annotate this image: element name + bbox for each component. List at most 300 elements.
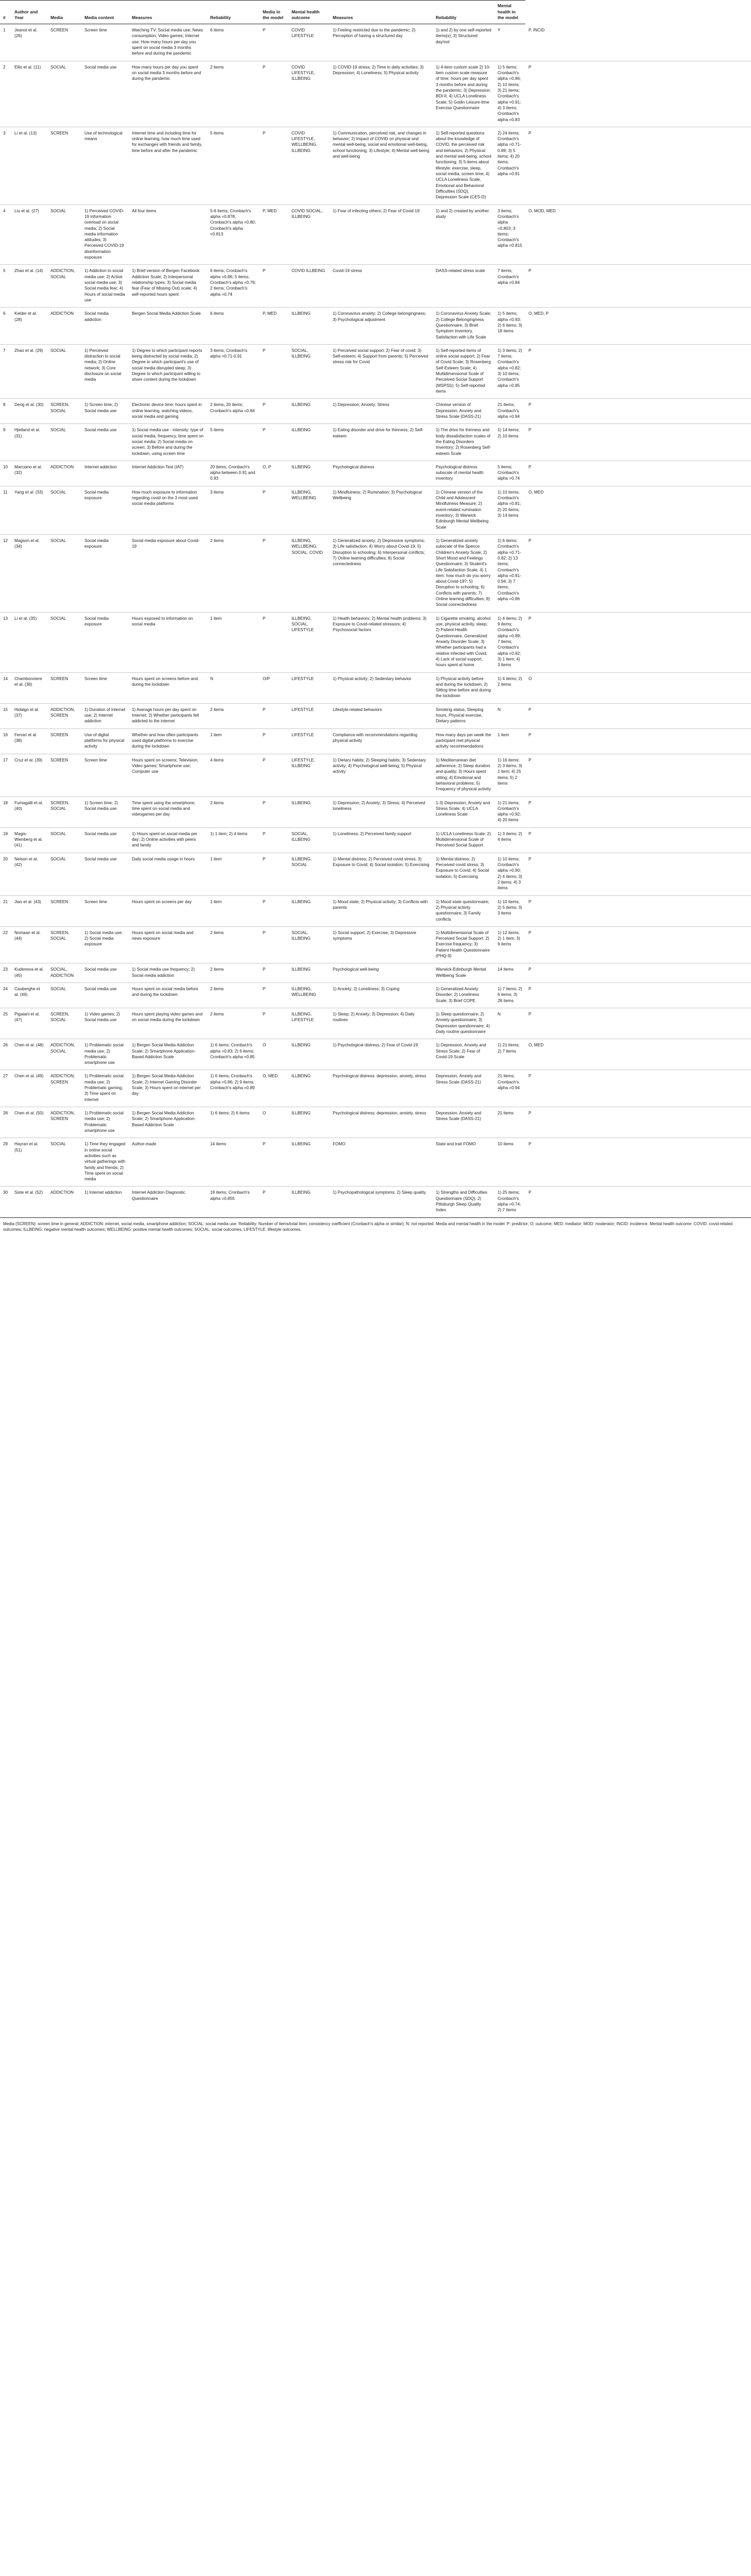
table-cell: P — [525, 728, 751, 754]
table-cell: Zhao et al. (29) — [11, 344, 47, 399]
table-cell: 5 — [0, 265, 11, 308]
table-cell: 1) 10 items; 2) 5 items; 3) 3 items — [494, 895, 525, 926]
table-cell: Author-made — [129, 1138, 207, 1187]
table-cell: State and trait FOMO — [433, 1138, 494, 1187]
table-row — [0, 1107, 751, 1138]
table-cell: Use of digital platforms for physical activity — [81, 728, 129, 754]
table-cell: COVID LIFESTYLE, WELLBEING, ILLBEING — [288, 127, 330, 205]
table-cell: 1) Bergen Social Media Addiction Scale; 2) Internet Gaming Disorder Scale; 3) Hours spent on internet per day — [129, 1070, 207, 1107]
table-cell: Hours exposed to information on social media — [129, 612, 207, 672]
table-row — [0, 895, 751, 926]
table-cell: 1) Dietary habits; 2) Sleeping habits; 3) Sedentary activity; 4) Psychological well-being; 5) Physical activity — [330, 754, 433, 796]
table-cell: Pigaiani et al. (47) — [11, 1008, 47, 1039]
table-cell: P — [260, 61, 288, 127]
table-cell: SOCIAL — [47, 534, 81, 612]
table-cell: Siste et al. (52) — [11, 1187, 47, 1217]
table-cell: Psychological distress; depression, anxiety, stress — [330, 1107, 433, 1138]
table-cell: O, MOD, MED — [525, 205, 751, 265]
table-cell: Nelson et al. (42) — [11, 853, 47, 895]
table-cell: ILLBEING — [288, 1138, 330, 1187]
table-cell: 1) Fear of infecting others; 2) Fear of Covid-19 — [330, 205, 433, 265]
table-cell: Li et al. (13) — [11, 127, 47, 205]
table-cell: 2 items; 20 items; Cronbach's alpha =0.84 — [207, 399, 260, 424]
table-cell: 26 — [0, 1039, 11, 1070]
table-cell: ILLBEING, SOCIAL, LIFESTYLE — [288, 612, 330, 672]
table-cell: 14 items — [494, 963, 525, 983]
table-cell: 17 — [0, 754, 11, 796]
column-header: Reliability — [207, 1, 260, 24]
table-cell: Social media exposure about Covid-19 — [129, 534, 207, 612]
table-cell: Internet Addiction Diagnostic Questionnaire — [129, 1187, 207, 1217]
table-cell: Kelder et al. (28) — [11, 308, 47, 345]
table-cell: 1) Mental distress; 2) Perceived covid stress; 3) Exposure to Covid; 4) Social isolation; 5) Exercising — [330, 853, 433, 895]
table-cell: Hours spent playing video games and on social media during the lockdown — [129, 1008, 207, 1039]
table-cell: Hjetland et al. (31) — [11, 424, 47, 461]
table-cell: 1) 4-item custom scale 2) 10-item custom scale measure of time: hours per day spent 3 months before and during the pandemic; 3) Depression: BDI-II; 4) UCLA Loneliness Scale; 5) Godin Leisure-time Exercise Questionnaire — [433, 61, 494, 127]
table-row — [0, 308, 751, 345]
table-cell: 1 item — [207, 728, 260, 754]
table-cell: Ellis et al. (11) — [11, 61, 47, 127]
table-cell: LIFESTYLE, ILLBEING — [288, 754, 330, 796]
table-cell: Depression, Anxiety and Stress Scale (DASS-21) — [433, 1070, 494, 1107]
table-cell: ILLBEING — [288, 1070, 330, 1107]
table-cell: How many hours per day you spent on social media 3 months before and during the pandemic — [129, 61, 207, 127]
table-cell: 1) Problematic social media use; 2) Problematic gaming; 3) Time spent on internet — [81, 1070, 129, 1107]
table-cell: 1) 5 items; alpha =0.93; 2) 6 items; 3) 18 items — [494, 308, 525, 345]
table-cell: P — [260, 1008, 288, 1039]
table-body — [0, 24, 751, 1218]
table-cell: SOCIAL — [47, 827, 81, 853]
table-cell: 14 — [0, 672, 11, 703]
table-cell: 2 items — [207, 534, 260, 612]
table-cell: Depression, Anxiety and Stress Scale (DASS-21) — [433, 1107, 494, 1138]
table-cell: 1) 25 items; Cronbach's alpha =0.74; 2) 7 items — [494, 1187, 525, 1217]
table-cell: Social media use — [81, 61, 129, 127]
table-cell: SOCIAL — [47, 983, 81, 1008]
table-cell: P — [260, 703, 288, 728]
table-cell: COVID LIFESTYLE — [288, 24, 330, 61]
table-cell: P — [525, 534, 751, 612]
table-cell: Chinese version of Depression, Anxiety and Stress Scale (DASS-21) — [433, 399, 494, 424]
table-cell: O, P — [260, 461, 288, 486]
table-cell: 1) 21 items; Cronbach's alpha =0.92; 4) 20 items — [494, 796, 525, 827]
table-cell: 1) Screen time; 2) Social media use — [81, 796, 129, 827]
table-cell: COVID SOCIAL, ILLBEING — [288, 205, 330, 265]
table-cell: Psychological distress subscale of mental health inventory — [433, 461, 494, 486]
table-cell: P — [525, 827, 751, 853]
table-cell: P — [260, 983, 288, 1008]
table-cell: ILLBEING — [288, 796, 330, 827]
table-cell: P — [260, 827, 288, 853]
column-header: Author and Year — [11, 1, 47, 24]
table-cell: 1) Sleep questionnaire; 2) Anxiety questionnaire; 3) Depression questionnaire; 4) Daily routine questionnaire — [433, 1008, 494, 1039]
table-cell: Covid-19 stress — [330, 265, 433, 308]
table-cell: O — [260, 1107, 288, 1138]
table-cell: 1) Depression; 2) Anxiety; 3) Stress; 4) Perceived loneliness — [330, 796, 433, 827]
table-cell: SOCIAL — [47, 424, 81, 461]
table-cell: 1) Screen time; 2) Social media use — [81, 399, 129, 424]
table-cell: 1) 6 items; Cronbach's alpha =0.71-0.82; 2) 13 items; Cronbach's alpha =0.91-0.94; 3) 7 items; Cronbach's alpha =0.86 — [494, 534, 525, 612]
table-row — [0, 61, 751, 127]
table-cell: 1 item — [207, 853, 260, 895]
table-cell: 1) Physical activity before and during the lockdown; 2) Sitting time before and during the lockdown — [433, 672, 494, 703]
table-cell: 1) Social media use - intensity: type of social media, frequency, time spent on social media; 2) Social media on screen; 3) Before and during the lockdown, using screen time — [129, 424, 207, 461]
table-cell: ILLBEING, WELLBEING — [288, 983, 330, 1008]
table-cell: 1) and 2) by one self-reported items(s); 3) Structured day/not — [433, 24, 494, 61]
table-cell: Social media use — [81, 424, 129, 461]
table-cell: SOCIAL — [47, 612, 81, 672]
table-cell: ILLBEING — [288, 1187, 330, 1217]
table-cell: 2 items — [207, 926, 260, 963]
table-cell: 1) Anxiety; 2) Loneliness; 3) Coping — [330, 983, 433, 1008]
table-cell: Smoking status, Sleeping hours, Physical exercise, Dietary patterns — [433, 703, 494, 728]
table-cell: P — [525, 1070, 751, 1107]
review-table — [0, 0, 751, 1218]
table-cell: 5 items — [207, 127, 260, 205]
table-cell: 1) Loneliness; 2) Perceived family support — [330, 827, 433, 853]
table-cell: 1) Problematic social media use; 2) Problematic smartphone use — [81, 1107, 129, 1138]
table-cell: 6 items; Cronbach's alpha =0.86; 5 items; Cronbach's alpha =0.79; 2 items; Cronbach's alpha =0.74 — [207, 265, 260, 308]
table-cell: 1) Generalized anxiety subscale of the Spence Children's Anxiety Scale; 2) Short Mood and Feelings Questionnaire; 3) Student's Life Satisfaction Scale; 4) 1 item: how much do you worry about Covid-19?; 5) Disruption to schooling; 6) Conflicts with parents; 7) Online learning difficulties; 8) Social connectedness — [433, 534, 494, 612]
table-cell: 1) 6 items; Cronbach's alpha =0.83; 2) 6 items; Cronbach's alpha =0.85 — [207, 1039, 260, 1070]
table-cell: 1) Feeling restricted due to the pandemic; 2) Perception of having a structured day — [330, 24, 433, 61]
table-cell: Magson et al. (34) — [11, 534, 47, 612]
table-row — [0, 424, 751, 461]
table-cell: N — [494, 1008, 525, 1039]
table-row — [0, 612, 751, 672]
table-cell: 5 items; Cronbach's alpha =0.74 — [494, 461, 525, 486]
table-cell: COVID LIFESTYLE, ILLBEING — [288, 61, 330, 127]
table-cell: P — [525, 853, 751, 895]
table-row — [0, 983, 751, 1008]
table-cell: 1) Social support; 2) Exercise; 3) Depressive symptoms — [330, 926, 433, 963]
table-cell: P, MED — [260, 308, 288, 345]
table-cell: Marciano et al. (32) — [11, 461, 47, 486]
table-row — [0, 24, 751, 61]
table-cell: P — [260, 1138, 288, 1187]
table-cell: O, MED, P — [525, 308, 751, 345]
table-row — [0, 486, 751, 534]
table-row — [0, 461, 751, 486]
table-row — [0, 926, 751, 963]
table-cell: 2 items — [207, 703, 260, 728]
header-row — [0, 1, 751, 24]
table-cell: P — [260, 399, 288, 424]
table-cell: 1) Brief version of Bergen Facebook Addiction Scale; 2) Interpersonal relationship types; 3) Social media fear (Fear of Missing Out) scale; 4) self-reported hours spent — [129, 265, 207, 308]
table-cell: ILLBEING, WELLBEING — [288, 486, 330, 534]
table-cell: Zhao et al. (14) — [11, 265, 47, 308]
table-cell: 1) Hours spent on social media per day; 2) Online activities with peers and family — [129, 827, 207, 853]
table-cell: ADDICTION, SCREEN — [47, 1070, 81, 1107]
table-header — [0, 1, 751, 24]
table-cell: P, MED — [260, 205, 288, 265]
table-cell: 21 items; Cronbach's alpha =0.94 — [494, 399, 525, 424]
table-cell: P — [525, 265, 751, 308]
table-cell: Deng et al. (30) — [11, 399, 47, 424]
table-cell: ILLBEING, WELLBEING, SOCIAL, COVID — [288, 534, 330, 612]
table-cell: P — [260, 534, 288, 612]
table-cell: FOMO — [330, 1138, 433, 1187]
table-cell: Lifestyle-related behaviors — [330, 703, 433, 728]
table-cell: 1) Mood state questionnaire; 2) Physical activity questionnaire; 3) Family conflicts — [433, 895, 494, 926]
table-cell: 1) Degree to which participant reports being distracted by social media; 2) Degree to which participant's use of social media disrupted sleep; 3) Degree to which participant willing to share content during the lockdown — [129, 344, 207, 399]
table-cell: 1) 7 items; 2) 6 items; 3) 28 items — [494, 983, 525, 1008]
table-cell: Y — [494, 24, 525, 61]
table-cell: Screen time — [81, 754, 129, 796]
table-cell: 27 — [0, 1070, 11, 1107]
table-cell: 1) 1 item; 2) 4 items — [207, 827, 260, 853]
table-cell: ADDICTION, SOCIAL — [47, 265, 81, 308]
table-cell: 1) 12 items; 2) 1 item; 3) 9 items — [494, 926, 525, 963]
table-cell: 1) UCLA Loneliness Scale; 2) Multidimensional Scale of Perceived Social Support — [433, 827, 494, 853]
table-cell: 1) 10 items; Cronbach's alpha =0.90; 2) 4 items; 3) 2 items; 4) 3 items — [494, 853, 525, 895]
table-cell: 1) Mental distress; 2) Perceived covid stress; 3) Exposure to Covid; 4) Social isolation; 5) Exercising — [433, 853, 494, 895]
table-cell: 30 — [0, 1187, 11, 1217]
table-cell: P — [260, 265, 288, 308]
table-cell: 1) Perceived social support; 2) Fear of covid; 3) Self-esteem; 4) Support from parents; 5) Perceived stress risk for Covid — [330, 344, 433, 399]
table-cell: LIFESTYLE — [288, 703, 330, 728]
table-cell: 1) Self-reported questions about the knowledge of COVID, the perceived risk and behaviors; 2) Physical and mental well-being, school functioning; 3) 5-items about lifestyle: exercise, sleep, social media, screen time; 4) UCLA Loneliness Scale, Emotional and Behavioral Difficulties (SDQ), Depression Scale (CES-D) — [433, 127, 494, 205]
table-cell: 1) 10 items; Cronbach's alpha =0.81; 2) 20 items; 3) 14 items — [494, 486, 525, 534]
table-cell: P — [260, 963, 288, 983]
table-cell: Social media use — [81, 963, 129, 983]
table-cell: 1) Duration of internet use; 2) Internet addiction — [81, 703, 129, 728]
table-cell: 1) Communication, perceived risk, and changes in behavior; 2) Impact of COVID on physical and mental well-being, social and emotional well-being, school functioning; 3) Lifestyle; 4) Mental well-being and well-being — [330, 127, 433, 205]
table-cell: Jeanot et al. (26) — [11, 24, 47, 61]
table-cell: 1) Psychological distress; 2) Fear of Covid-19 — [330, 1039, 433, 1070]
table-cell: 1 — [0, 24, 11, 61]
table-row — [0, 1039, 751, 1070]
table-cell: 1) Problematic social media use; 2) Problematic smartphone use — [81, 1039, 129, 1070]
table-cell: Social media exposure — [81, 612, 129, 672]
table-cell: 14 items — [207, 1138, 260, 1187]
table-cell: 1) and 2) created by another study — [433, 205, 494, 265]
table-cell: Hours spent on screens per day — [129, 895, 207, 926]
table-cell: O, MED — [260, 1070, 288, 1107]
table-cell: ADDICTION — [47, 1187, 81, 1217]
table-row — [0, 796, 751, 827]
table-cell: 1) COVID-19 stress; 2) Time in daily activities; 3) Depression; 4) Loneliness; 5) Physical activity — [330, 61, 433, 127]
table-cell: 1) Psychopathological symptoms; 2) Sleep quality — [330, 1187, 433, 1217]
table-cell: Internet addiction — [81, 461, 129, 486]
column-header: Media content — [81, 1, 129, 24]
table-cell: Hours spent on screens before and during the lockdown — [129, 672, 207, 703]
table-cell: P — [260, 424, 288, 461]
table-cell: 6 items — [207, 308, 260, 345]
table-cell: 1) Sleep; 2) Anxiety; 3) Depression; 4) Daily routines — [330, 1008, 433, 1039]
table-cell: 2 items — [207, 963, 260, 983]
table-cell: 24 — [0, 983, 11, 1008]
table-cell: SOCIAL — [47, 1138, 81, 1187]
table-cell: How much exposure to information regarding covid on the 3 most used social media platforms — [129, 486, 207, 534]
table-cell: 19 — [0, 827, 11, 853]
table-cell: 1) Chinese version of the Child and Adolescent Mindfulness Measure; 2) event-related rumination inventory; 3) Warwick Edinburgh Mental Wellbeing Scale — [433, 486, 494, 534]
table-cell: P — [260, 895, 288, 926]
table-cell: P — [260, 1187, 288, 1217]
table-cell: 20 — [0, 853, 11, 895]
table-cell: SOCIAL — [47, 205, 81, 265]
table-cell: 1) Mediterranean diet adherence; 2) Sleep duration and quality; 3) Hours spent sitting; 4) Emotional and behavioral problems; 5) Frequency of physical activity — [433, 754, 494, 796]
table-cell: ADDICTION, SCREEN — [47, 1107, 81, 1138]
table-cell: Compliance with recommendations regarding physical activity — [330, 728, 433, 754]
table-cell: SCREEN — [47, 24, 81, 61]
table-cell: 1) 6 items; 2) 6 items — [207, 1107, 260, 1138]
table-cell: 1) Depression; Anxiety; Stress — [330, 399, 433, 424]
table-cell: SOCIAL, ADDICTION — [47, 963, 81, 983]
table-cell: Psychological distress — [330, 461, 433, 486]
table-cell: Bergen Social Media Addiction Scale — [129, 308, 207, 345]
table-cell: Watching TV; Social media use; News consumption; Video games; Internet use: How many hours per day you spent on social media 3 months before and during the pandemic — [129, 24, 207, 61]
table-cell: SOCIAL, ILLBEING — [288, 344, 330, 399]
table-row — [0, 1008, 751, 1039]
table-cell: 1) 3 items; 2) 7 items; Cronbach's alpha =0.82; 3) 10 items; Cronbach's alpha =0.85 — [494, 344, 525, 399]
table-cell: P — [525, 703, 751, 728]
table-cell: 1) Depression, Anxiety and Stress Scale; 2) Fear of Covid-19 Scale — [433, 1039, 494, 1070]
table-cell: P — [260, 926, 288, 963]
column-header: Measures — [330, 1, 433, 24]
table-cell: 2 items — [207, 61, 260, 127]
table-cell: 1) The drive for thinness and body dissatisfaction scales of the Eating Disorders Inventory; 2) Rosenberg Self-esteem Scale — [433, 424, 494, 461]
table-cell: Daily social media usage in hours — [129, 853, 207, 895]
table-cell: 1) Mindfulness; 2) Rumination; 3) Psychological Wellbeing — [330, 486, 433, 534]
column-header: # — [0, 1, 11, 24]
table-cell: Screen time — [81, 24, 129, 61]
table-cell: P — [260, 127, 288, 205]
table-cell: 10 — [0, 461, 11, 486]
table-cell: 21 items; Cronbach's alpha =0.94 — [494, 1070, 525, 1107]
table-row — [0, 703, 751, 728]
table-cell: SCREEN — [47, 127, 81, 205]
table-cell: Kudenova et al. (45) — [11, 963, 47, 983]
table-cell: P — [525, 754, 751, 796]
table-cell: ILLBEING — [288, 963, 330, 983]
table-cell: 1 item — [207, 895, 260, 926]
table-cell: P — [260, 24, 288, 61]
table-cell: 20 items; Cronbach's alpha between 0.91 and 0.93 — [207, 461, 260, 486]
table-cell: Social media use — [81, 853, 129, 895]
table-cell: 11 — [0, 486, 11, 534]
table-cell: P — [260, 612, 288, 672]
table-cell: 1) Health behaviors; 2) Mental health problems; 3) Exposure to Covid-related stressors; 4) Psychosocial factors — [330, 612, 433, 672]
table-row — [0, 399, 751, 424]
table-cell: Use of technological means — [81, 127, 129, 205]
table-cell: 19 items; Cronbach's alpha =0.855 — [207, 1187, 260, 1217]
table-cell: Magis-Weinberg et al. (41) — [11, 827, 47, 853]
table-cell: 25 — [0, 1008, 11, 1039]
column-header: Mental health in the model — [494, 1, 525, 24]
table-cell: Hours spent on social media before and during the lockdown — [129, 983, 207, 1008]
table-cell: 1) Internet addiction — [81, 1187, 129, 1217]
table-cell: N — [207, 672, 260, 703]
table-cell: P — [525, 127, 751, 205]
table-cell: Social media exposure — [81, 534, 129, 612]
table-cell: ADDICTION, SOCIAL — [47, 1039, 81, 1070]
table-cell: SCREEN — [47, 754, 81, 796]
table-cell: SCREEN — [47, 895, 81, 926]
table-cell: 2) 24 items; Cronbach's alpha =0.71-0.89; 3) 5 items; 4) 20 items; Cronbach's alpha =0.91 — [494, 127, 525, 205]
table-cell: 1) Coronavirus anxiety; 2) College belongingness; 3) Psychological adjustment — [330, 308, 433, 345]
table-cell: ADDICTION, SCREEN — [47, 703, 81, 728]
table-cell: Whether and how often participants used digital platforms to exercise during the lockdown — [129, 728, 207, 754]
table-row — [0, 728, 751, 754]
table-cell: 7 items; Cronbach's alpha =0.84 — [494, 265, 525, 308]
table-cell: 22 — [0, 926, 11, 963]
table-cell: 7 — [0, 344, 11, 399]
table-cell: 1) Generalized Anxiety Disorder; 2) Loneliness Scale; 3) Brief COPE — [433, 983, 494, 1008]
table-cell: 1) Bergen Social Media Addiction Scale; 2) Smartphone Application-Based Addiction Scale — [129, 1039, 207, 1070]
table-cell: 18 — [0, 796, 11, 827]
table-row — [0, 534, 751, 612]
table-cell: P — [260, 796, 288, 827]
table-cell: 29 — [0, 1138, 11, 1187]
table-cell: Chambonniere et al. (36) — [11, 672, 47, 703]
table-cell: SCREEN, SOCIAL — [47, 1008, 81, 1039]
table-cell: Hayran et al. (51) — [11, 1138, 47, 1187]
table-cell: P — [525, 963, 751, 983]
table-cell: 2 items — [207, 796, 260, 827]
table-cell: ILLBEING — [288, 461, 330, 486]
table-cell: ILLBEING — [288, 895, 330, 926]
table-row — [0, 1138, 751, 1187]
table-row — [0, 963, 751, 983]
table-cell: 15 — [0, 703, 11, 728]
table-cell: 1) 5 items; Cronbach's alpha =0.86; 2) 10 items; 3) 21 items; Cronbach's alpha =0.91; 4) 3 items; Cronbach's alpha =0.83 — [494, 61, 525, 127]
table-cell: 8 — [0, 399, 11, 424]
table-cell: 1) Video games; 2) Social media use — [81, 1008, 129, 1039]
table-cell: 4 items — [207, 754, 260, 796]
table-cell: 1) Physical activity; 2) Sedentary behavior — [330, 672, 433, 703]
table-row — [0, 344, 751, 399]
table-cell: SCREEN, SOCIAL — [47, 926, 81, 963]
table-cell: 1) 21 items; 2) 7 items — [494, 1039, 525, 1070]
table-cell: 2 items — [207, 1008, 260, 1039]
table-cell: Hours spent on screens; Television; Video games; Smartphone use; Computer use — [129, 754, 207, 796]
table-cell: P — [260, 344, 288, 399]
table-cell: P — [260, 728, 288, 754]
table-cell: SOCIAL, ILLBEING — [288, 926, 330, 963]
table-cell: How many days per week the participant met physical activity recommendations — [433, 728, 494, 754]
table-cell: Li et al. (35) — [11, 612, 47, 672]
table-cell: LIFESTYLE — [288, 672, 330, 703]
table-cell: O — [260, 1039, 288, 1070]
table-cell: Warwick-Edinburgh Mental Wellbeing Scale — [433, 963, 494, 983]
table-row — [0, 265, 751, 308]
table-cell: Social media use — [81, 827, 129, 853]
table-cell: 3 — [0, 127, 11, 205]
table-cell: P — [525, 61, 751, 127]
table-cell: O, MED — [525, 1039, 751, 1070]
table-cell: 10 items — [494, 1138, 525, 1187]
table-cell: Chen et al. (49) — [11, 1070, 47, 1107]
table-cell: 1) Generalized anxiety; 2) Depressive symptoms; 3) Life satisfaction; 4) Worry about Covid-19; 5) Disruption to schooling; 6) Interpersonal conflicts; 7) Online learning difficulties; 8) Social connectedness — [330, 534, 433, 612]
table-row — [0, 853, 751, 895]
table-row — [0, 672, 751, 703]
table-cell: 1) Perceived distraction to social media; 2) Online network; 3) Core disclosure on social media — [81, 344, 129, 399]
column-header: Mental health outcome — [288, 1, 330, 24]
table-cell: Ferrari et al. (38) — [11, 728, 47, 754]
table-cell: 1) Self-reported items of online social support; 2) Fear of Covid Scale; 3) Rosenberg Self-Esteem Scale; 4) Multidimensional Scale of Perceived Social Support (MSPSS); 5) Self-reported items — [433, 344, 494, 399]
table-cell: 3 items; Cronbach's alpha =0.803; 3 items; Cronbach's alpha =0.815 — [494, 205, 525, 265]
table-cell: 2 items — [207, 983, 260, 1008]
table-cell: 1) Strengths and Difficulties Questionnaire (SDQ); 2) Pittsburgh Sleep Quality Index — [433, 1187, 494, 1217]
table-cell: Chen et al. (50) — [11, 1107, 47, 1138]
table-cell: SOCIAL, ILLBEING — [288, 827, 330, 853]
table-cell: ILLBEING — [288, 308, 330, 345]
table-cell: 1) 4 items; 2) 9 items; Cronbach's alpha =0.89; 7 items; Cronbach's alpha =0.92; 3) 1 item; 4) 3 items — [494, 612, 525, 672]
table-cell: All four items — [129, 205, 207, 265]
table-cell: P — [525, 612, 751, 672]
table-cell: O — [525, 672, 751, 703]
